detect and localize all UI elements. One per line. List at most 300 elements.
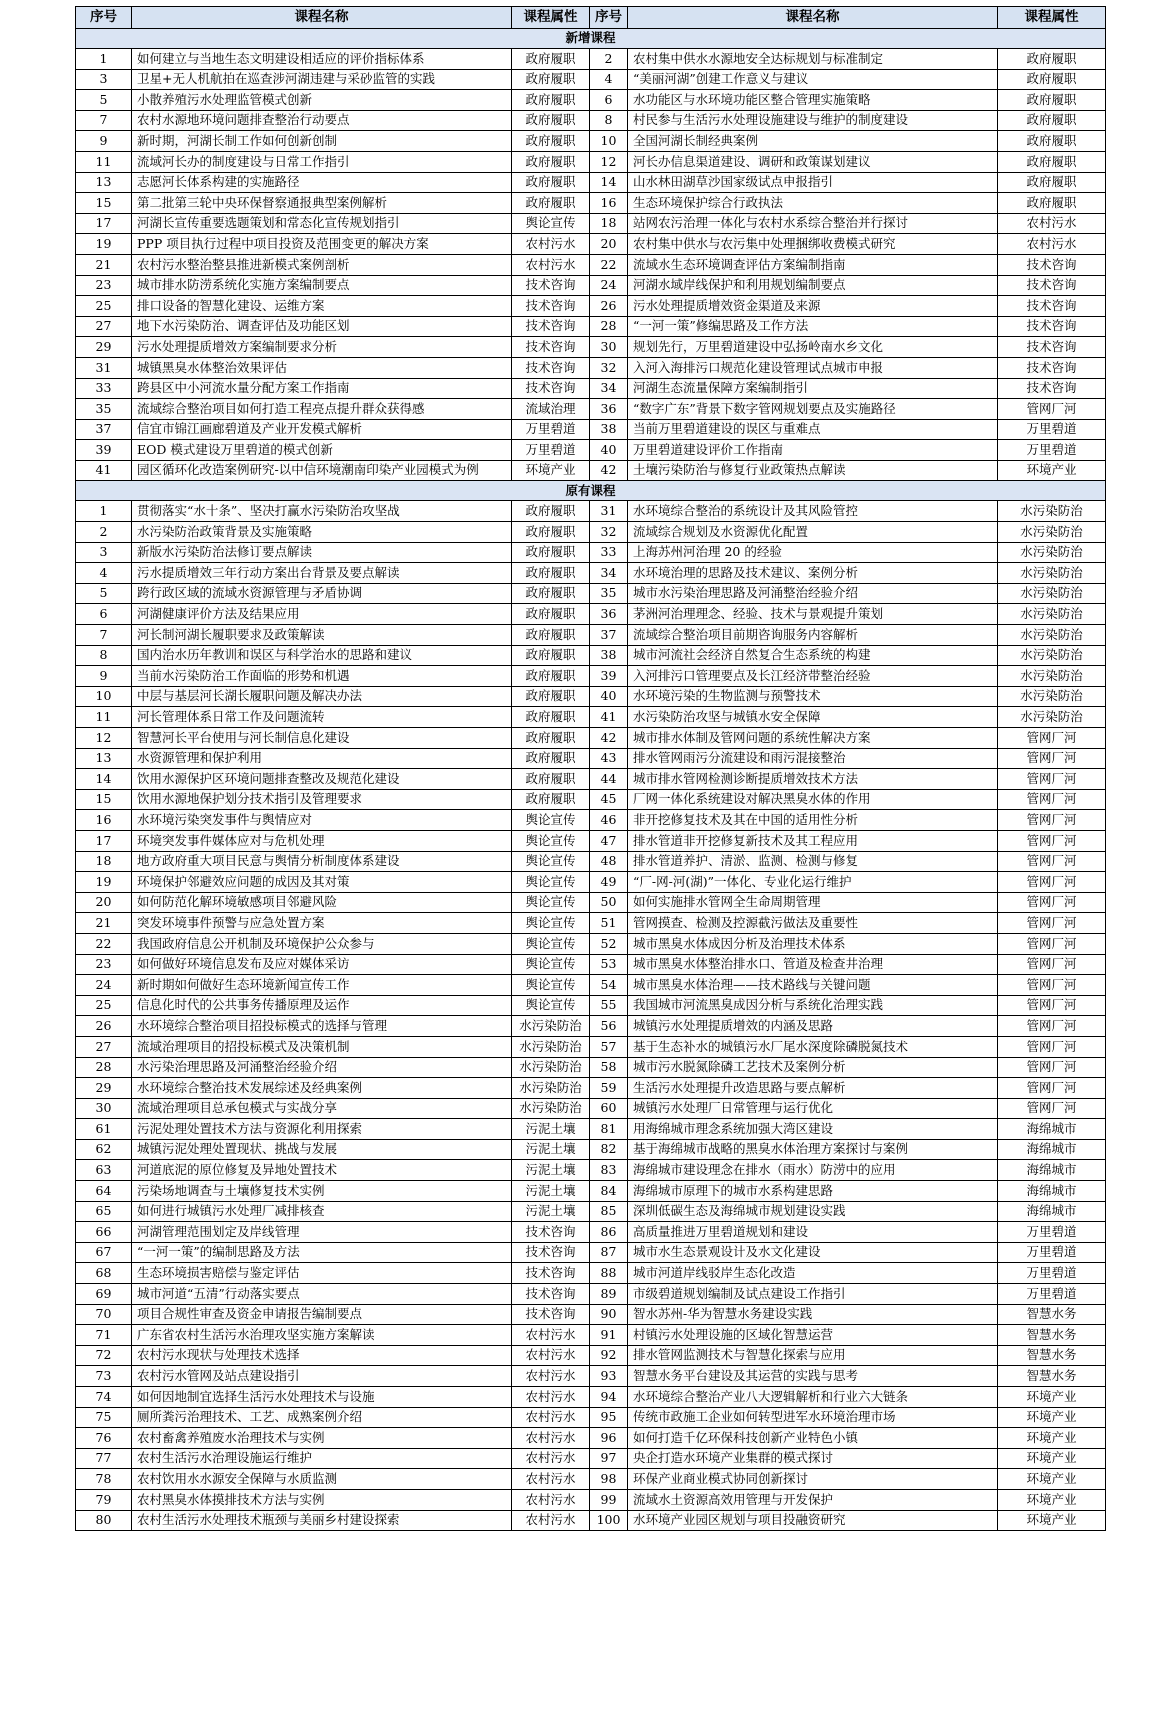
table-row xyxy=(76,1428,1106,1449)
course-type-right: 海绵城市 xyxy=(998,1160,1106,1181)
row-index-left: 13 xyxy=(76,172,132,193)
course-name-left: 跨县区中小河流水量分配方案工作指南 xyxy=(132,378,512,399)
row-index-left: 73 xyxy=(76,1366,132,1387)
course-name-right: 水环境综合整治的系统设计及其风险管控 xyxy=(628,501,998,522)
row-index-right: 96 xyxy=(590,1428,628,1449)
course-type-right: 万里碧道 xyxy=(998,440,1106,461)
row-index-left: 24 xyxy=(76,975,132,996)
course-type-left: 农村污水 xyxy=(512,1366,590,1387)
row-index-right: 99 xyxy=(590,1489,628,1510)
row-index-left: 30 xyxy=(76,1098,132,1119)
row-index-right: 84 xyxy=(590,1181,628,1202)
course-name-left: 饮用水源保护区环境问题排查整改及规范化建设 xyxy=(132,769,512,790)
table-row xyxy=(76,1366,1106,1387)
course-name-left: 水污染防治政策背景及实施策略 xyxy=(132,522,512,543)
course-name-right: 河长办信息渠道建设、调研和政策谋划建议 xyxy=(628,151,998,172)
table-row xyxy=(76,1160,1106,1181)
course-name-right: 智水苏州-华为智慧水务建设实践 xyxy=(628,1304,998,1325)
course-name-right: 入河排污口管理要点及长江经济带整治经验 xyxy=(628,666,998,687)
table-row xyxy=(76,1469,1106,1490)
course-type-right: 政府履职 xyxy=(998,131,1106,152)
course-name-right: 城市污水脱氮除磷工艺技术及案例分析 xyxy=(628,1057,998,1078)
table-row xyxy=(76,1016,1106,1037)
row-index-right: 33 xyxy=(590,542,628,563)
course-type-right: 管网厂河 xyxy=(998,1078,1106,1099)
row-index-right: 53 xyxy=(590,954,628,975)
row-index-left: 63 xyxy=(76,1160,132,1181)
course-name-right: 水功能区与水环境功能区整合管理实施策略 xyxy=(628,90,998,111)
course-type-right: 政府履职 xyxy=(998,69,1106,90)
course-type-left: 政府履职 xyxy=(512,707,590,728)
table-row xyxy=(76,1181,1106,1202)
row-index-right: 31 xyxy=(590,501,628,522)
course-name-right: 我国城市河流黑臭成因分析与系统化治理实践 xyxy=(628,995,998,1016)
course-name-right: 水环境污染的生物监测与预警技术 xyxy=(628,686,998,707)
course-type-left: 政府履职 xyxy=(512,522,590,543)
course-name-left: 污水处理提质增效方案编制要求分析 xyxy=(132,337,512,358)
table-row xyxy=(76,1098,1106,1119)
row-index-right: 89 xyxy=(590,1284,628,1305)
course-name-left: 跨行政区域的流域水资源管理与矛盾协调 xyxy=(132,583,512,604)
course-type-left: 技术咨询 xyxy=(512,1242,590,1263)
course-name-left: 污染场地调查与土壤修复技术实例 xyxy=(132,1181,512,1202)
course-name-right: 站网农污治理一体化与农村水系综合整治并行探讨 xyxy=(628,213,998,234)
course-type-right: 技术咨询 xyxy=(998,275,1106,296)
course-name-right: 用海绵城市理念系统加强大湾区建设 xyxy=(628,1119,998,1140)
course-type-left: 农村污水 xyxy=(512,1345,590,1366)
row-index-right: 32 xyxy=(590,522,628,543)
course-name-right: 污水处理提质增效资金渠道及来源 xyxy=(628,296,998,317)
table-row xyxy=(76,954,1106,975)
course-type-left: 舆论宣传 xyxy=(512,975,590,996)
course-type-left: 农村污水 xyxy=(512,1325,590,1346)
row-index-left: 8 xyxy=(76,645,132,666)
course-type-left: 政府履职 xyxy=(512,625,590,646)
course-type-right: 政府履职 xyxy=(998,193,1106,214)
row-index-right: 20 xyxy=(590,234,628,255)
course-name-left: 新时期如何做好生态环境新闻宣传工作 xyxy=(132,975,512,996)
course-name-left: 污泥处理处置技术方法与资源化利用探索 xyxy=(132,1119,512,1140)
course-name-left: 农村黑臭水体摸排技术方法与实例 xyxy=(132,1489,512,1510)
course-type-right: 水污染防治 xyxy=(998,625,1106,646)
course-type-right: 管网厂河 xyxy=(998,728,1106,749)
course-type-right: 水污染防治 xyxy=(998,645,1106,666)
header-course-type-left: 课程属性 xyxy=(512,7,590,29)
course-name-right: 央企打造水环境产业集群的模式探讨 xyxy=(628,1448,998,1469)
row-index-right: 22 xyxy=(590,254,628,275)
row-index-right: 45 xyxy=(590,789,628,810)
course-name-right: 城市排水管网检测诊断提质增效技术方法 xyxy=(628,769,998,790)
course-type-left: 农村污水 xyxy=(512,1469,590,1490)
row-index-left: 66 xyxy=(76,1222,132,1243)
row-index-left: 35 xyxy=(76,399,132,420)
course-name-left: 卫星+无人机航拍在巡查涉河湖违建与采砂监管的实践 xyxy=(132,69,512,90)
course-type-left: 农村污水 xyxy=(512,1407,590,1428)
course-name-right: 海绵城市建设理念在排水（雨水）防涝中的应用 xyxy=(628,1160,998,1181)
row-index-right: 93 xyxy=(590,1366,628,1387)
course-name-right: 水环境综合整治产业八大逻辑解析和行业六大链条 xyxy=(628,1387,998,1408)
course-type-left: 舆论宣传 xyxy=(512,954,590,975)
course-name-left: 广东省农村生活污水治理攻坚实施方案解读 xyxy=(132,1325,512,1346)
row-index-right: 57 xyxy=(590,1036,628,1057)
row-index-left: 29 xyxy=(76,337,132,358)
course-name-right: 村镇污水处理设施的区域化智慧运营 xyxy=(628,1325,998,1346)
course-name-left: 农村污水整治整县推进新模式案例剖析 xyxy=(132,254,512,275)
course-name-right: 城镇污水处理厂日常管理与运行优化 xyxy=(628,1098,998,1119)
table-row xyxy=(76,645,1106,666)
row-index-right: 40 xyxy=(590,440,628,461)
table-row xyxy=(76,707,1106,728)
course-name-left: 农村生活污水治理设施运行维护 xyxy=(132,1448,512,1469)
table-row xyxy=(76,625,1106,646)
course-type-left: 政府履职 xyxy=(512,151,590,172)
row-index-left: 6 xyxy=(76,604,132,625)
course-name-left: 信息化时代的公共事务传播原理及运作 xyxy=(132,995,512,1016)
course-name-right: 市级碧道规划编制及试点建设工作指引 xyxy=(628,1284,998,1305)
course-name-left: 我国政府信息公开机制及环境保护公众参与 xyxy=(132,933,512,954)
row-index-right: 92 xyxy=(590,1345,628,1366)
course-type-right: 海绵城市 xyxy=(998,1119,1106,1140)
course-type-right: 环境产业 xyxy=(998,1469,1106,1490)
table-row xyxy=(76,1325,1106,1346)
course-type-left: 技术咨询 xyxy=(512,316,590,337)
row-index-left: 28 xyxy=(76,1057,132,1078)
course-type-left: 舆论宣传 xyxy=(512,830,590,851)
row-index-left: 61 xyxy=(76,1119,132,1140)
course-name-right: 水环境产业园区规划与项目投融资研究 xyxy=(628,1510,998,1531)
section-title: 原有课程 xyxy=(76,481,1106,501)
table-row xyxy=(76,501,1106,522)
course-name-right: 传统市政施工企业如何转型进军水环境治理市场 xyxy=(628,1407,998,1428)
course-type-left: 政府履职 xyxy=(512,131,590,152)
row-index-left: 39 xyxy=(76,440,132,461)
table-row xyxy=(76,975,1106,996)
course-name-right: 河湖水域岸线保护和利用规划编制要点 xyxy=(628,275,998,296)
course-type-right: 环境产业 xyxy=(998,1510,1106,1531)
row-index-left: 72 xyxy=(76,1345,132,1366)
row-index-right: 34 xyxy=(590,378,628,399)
course-name-left: 农村饮用水水源安全保障与水质监测 xyxy=(132,1469,512,1490)
table-row xyxy=(76,1448,1106,1469)
table-row xyxy=(76,1222,1106,1243)
course-name-left: 园区循环化改造案例研究-以中信环境潮南印染产业园模式为例 xyxy=(132,460,512,481)
course-name-right: 村民参与生活污水处理设施建设与维护的制度建设 xyxy=(628,110,998,131)
course-type-right: 水污染防治 xyxy=(998,686,1106,707)
course-type-left: 污泥土壤 xyxy=(512,1139,590,1160)
course-name-left: 环境突发事件媒体应对与危机处理 xyxy=(132,830,512,851)
row-index-left: 11 xyxy=(76,707,132,728)
course-type-right: 管网厂河 xyxy=(998,892,1106,913)
course-type-right: 政府履职 xyxy=(998,90,1106,111)
course-name-right: 管网摸查、检测及控源截污做法及重要性 xyxy=(628,913,998,934)
course-type-right: 环境产业 xyxy=(998,1489,1106,1510)
course-name-left: 农村污水现状与处理技术选择 xyxy=(132,1345,512,1366)
course-name-left: 农村水源地环境问题排查整治行动要点 xyxy=(132,110,512,131)
course-name-right: “厂-网-河(湖)”一体化、专业化运行维护 xyxy=(628,872,998,893)
course-name-left: EOD 模式建设万里碧道的模式创新 xyxy=(132,440,512,461)
course-name-right: 水环境治理的思路及技术建议、案例分析 xyxy=(628,563,998,584)
course-type-left: 水污染防治 xyxy=(512,1016,590,1037)
row-index-left: 15 xyxy=(76,789,132,810)
course-name-left: 生态环境损害赔偿与鉴定评估 xyxy=(132,1263,512,1284)
course-name-right: 生活污水处理提升改造思路与要点解析 xyxy=(628,1078,998,1099)
course-type-left: 舆论宣传 xyxy=(512,213,590,234)
table-row xyxy=(76,1119,1106,1140)
table-row xyxy=(76,213,1106,234)
row-index-right: 46 xyxy=(590,810,628,831)
table-row xyxy=(76,316,1106,337)
course-type-right: 万里碧道 xyxy=(998,1222,1106,1243)
course-type-right: 农村污水 xyxy=(998,213,1106,234)
course-type-left: 政府履职 xyxy=(512,172,590,193)
course-name-left: 水环境综合整治项目招投标模式的选择与管理 xyxy=(132,1016,512,1037)
course-type-right: 技术咨询 xyxy=(998,316,1106,337)
course-type-left: 农村污水 xyxy=(512,1448,590,1469)
row-index-left: 13 xyxy=(76,748,132,769)
course-name-left: 饮用水源地保护划分技术指引及管理要求 xyxy=(132,789,512,810)
row-index-left: 75 xyxy=(76,1407,132,1428)
row-index-right: 28 xyxy=(590,316,628,337)
course-name-right: 城镇污水处理提质增效的内涵及思路 xyxy=(628,1016,998,1037)
course-name-left: 城市排水防涝系统化实施方案编制要点 xyxy=(132,275,512,296)
row-index-right: 40 xyxy=(590,686,628,707)
course-name-right: 万里碧道建设评价工作指南 xyxy=(628,440,998,461)
row-index-left: 70 xyxy=(76,1304,132,1325)
table-row xyxy=(76,563,1106,584)
course-type-right: 管网厂河 xyxy=(998,851,1106,872)
table-row xyxy=(76,1057,1106,1078)
course-name-right: 农村集中供水与农污集中处理捆绑收费模式研究 xyxy=(628,234,998,255)
header-course-name-left: 课程名称 xyxy=(132,7,512,29)
row-index-left: 22 xyxy=(76,933,132,954)
row-index-left: 5 xyxy=(76,583,132,604)
course-name-left: 如何进行城镇污水处理厂减排核查 xyxy=(132,1201,512,1222)
table-row xyxy=(76,399,1106,420)
row-index-right: 34 xyxy=(590,563,628,584)
course-name-left: 智慧河长平台使用与河长制信息化建设 xyxy=(132,728,512,749)
course-name-right: 城市河流社会经济自然复合生态系统的构建 xyxy=(628,645,998,666)
row-index-right: 91 xyxy=(590,1325,628,1346)
table-row xyxy=(76,666,1106,687)
course-name-left: 厕所粪污治理技术、工艺、成熟案例介绍 xyxy=(132,1407,512,1428)
course-type-left: 流域治理 xyxy=(512,399,590,420)
course-name-left: 河湖健康评价方法及结果应用 xyxy=(132,604,512,625)
course-name-right: 流域水生态环境调查评估方案编制指南 xyxy=(628,254,998,275)
course-type-left: 技术咨询 xyxy=(512,357,590,378)
course-name-left: 小散养殖污水处理监管模式创新 xyxy=(132,90,512,111)
course-name-right: 土壤污染防治与修复行业政策热点解读 xyxy=(628,460,998,481)
course-name-right: 环保产业商业模式协同创新探讨 xyxy=(628,1469,998,1490)
course-type-right: 管网厂河 xyxy=(998,933,1106,954)
course-name-left: 突发环境事件预警与应急处置方案 xyxy=(132,913,512,934)
table-row xyxy=(76,110,1106,131)
course-type-left: 政府履职 xyxy=(512,728,590,749)
row-index-left: 71 xyxy=(76,1325,132,1346)
course-type-right: 农村污水 xyxy=(998,234,1106,255)
course-type-left: 水污染防治 xyxy=(512,1036,590,1057)
course-type-right: 管网厂河 xyxy=(998,399,1106,420)
row-index-left: 37 xyxy=(76,419,132,440)
header-index-right: 序号 xyxy=(590,7,628,29)
course-name-left: 流域治理项目总承包模式与实战分享 xyxy=(132,1098,512,1119)
course-name-right: 流域综合规划及水资源优化配置 xyxy=(628,522,998,543)
course-name-right: 海绵城市原理下的城市水系构建思路 xyxy=(628,1181,998,1202)
course-name-right: 深圳低碳生态及海绵城市规划建设实践 xyxy=(628,1201,998,1222)
course-name-right: 生态环境保护综合行政执法 xyxy=(628,193,998,214)
course-type-left: 政府履职 xyxy=(512,193,590,214)
row-index-right: 50 xyxy=(590,892,628,913)
row-index-right: 32 xyxy=(590,357,628,378)
course-name-left: 河长管理体系日常工作及问题流转 xyxy=(132,707,512,728)
course-type-right: 政府履职 xyxy=(998,110,1106,131)
row-index-right: 49 xyxy=(590,872,628,893)
row-index-left: 74 xyxy=(76,1387,132,1408)
course-name-right: “美丽河湖”创建工作意义与建议 xyxy=(628,69,998,90)
row-index-left: 19 xyxy=(76,872,132,893)
course-name-left: 农村畜禽养殖废水治理技术与实例 xyxy=(132,1428,512,1449)
course-name-right: 厂网一体化系统建设对解决黑臭水体的作用 xyxy=(628,789,998,810)
course-type-right: 智慧水务 xyxy=(998,1366,1106,1387)
table-row xyxy=(76,1284,1106,1305)
course-name-left: 城镇黑臭水体整治效果评估 xyxy=(132,357,512,378)
table-row xyxy=(76,254,1106,275)
course-type-right: 水污染防治 xyxy=(998,501,1106,522)
course-type-left: 政府履职 xyxy=(512,686,590,707)
row-index-right: 10 xyxy=(590,131,628,152)
course-name-right: 如何打造千亿环保科技创新产业特色小镇 xyxy=(628,1428,998,1449)
course-name-left: 农村生活污水处理技术瓶颈与美丽乡村建设探索 xyxy=(132,1510,512,1531)
course-name-left: 河湖长宣传重要选题策划和常态化宣传规划指引 xyxy=(132,213,512,234)
course-type-left: 农村污水 xyxy=(512,234,590,255)
course-type-left: 技术咨询 xyxy=(512,1263,590,1284)
row-index-right: 42 xyxy=(590,460,628,481)
course-type-left: 政府履职 xyxy=(512,769,590,790)
course-type-right: 管网厂河 xyxy=(998,789,1106,810)
course-type-right: 水污染防治 xyxy=(998,666,1106,687)
row-index-right: 82 xyxy=(590,1139,628,1160)
course-name-left: 如何做好环境信息发布及应对媒体采访 xyxy=(132,954,512,975)
course-type-left: 技术咨询 xyxy=(512,275,590,296)
course-type-left: 农村污水 xyxy=(512,1428,590,1449)
row-index-left: 4 xyxy=(76,563,132,584)
course-name-left: 排口设备的智慧化建设、运维方案 xyxy=(132,296,512,317)
table-row xyxy=(76,378,1106,399)
course-name-right: “数字广东”背景下数字管网规划要点及实施路径 xyxy=(628,399,998,420)
course-name-right: 当前万里碧道建设的误区与重难点 xyxy=(628,419,998,440)
table-row xyxy=(76,1263,1106,1284)
row-index-right: 54 xyxy=(590,975,628,996)
course-name-right: 城市黑臭水体整治排水口、管道及检查井治理 xyxy=(628,954,998,975)
table-body xyxy=(76,29,1106,1531)
table-row xyxy=(76,604,1106,625)
row-index-right: 6 xyxy=(590,90,628,111)
table-row xyxy=(76,892,1106,913)
course-type-right: 智慧水务 xyxy=(998,1345,1106,1366)
table-row xyxy=(76,810,1106,831)
course-type-left: 技术咨询 xyxy=(512,378,590,399)
row-index-left: 67 xyxy=(76,1242,132,1263)
course-type-right: 水污染防治 xyxy=(998,522,1106,543)
row-index-right: 36 xyxy=(590,399,628,420)
course-name-left: 河湖管理范围划定及岸线管理 xyxy=(132,1222,512,1243)
table-row xyxy=(76,1345,1106,1366)
course-name-left: 流域河长办的制度建设与日常工作指引 xyxy=(132,151,512,172)
course-name-left: 水环境污染突发事件与舆情应对 xyxy=(132,810,512,831)
row-index-right: 18 xyxy=(590,213,628,234)
table-header xyxy=(76,7,1106,29)
course-type-left: 农村污水 xyxy=(512,1510,590,1531)
row-index-right: 26 xyxy=(590,296,628,317)
course-type-right: 水污染防治 xyxy=(998,563,1106,584)
table-row xyxy=(76,1304,1106,1325)
course-type-left: 政府履职 xyxy=(512,666,590,687)
row-index-left: 65 xyxy=(76,1201,132,1222)
table-row xyxy=(76,460,1106,481)
row-index-left: 79 xyxy=(76,1489,132,1510)
table-row xyxy=(76,728,1106,749)
table-row xyxy=(76,542,1106,563)
course-type-right: 海绵城市 xyxy=(998,1181,1106,1202)
row-index-right: 87 xyxy=(590,1242,628,1263)
course-type-left: 技术咨询 xyxy=(512,337,590,358)
row-index-left: 20 xyxy=(76,892,132,913)
course-name-left: 水污染治理思路及河涌整治经验介绍 xyxy=(132,1057,512,1078)
course-type-right: 环境产业 xyxy=(998,1387,1106,1408)
course-name-right: 非开挖修复技术及其在中国的适用性分析 xyxy=(628,810,998,831)
course-type-right: 万里碧道 xyxy=(998,419,1106,440)
row-index-left: 15 xyxy=(76,193,132,214)
course-name-right: 排水管道养护、清淤、监测、检测与修复 xyxy=(628,851,998,872)
row-index-right: 95 xyxy=(590,1407,628,1428)
row-index-left: 18 xyxy=(76,851,132,872)
course-type-right: 管网厂河 xyxy=(998,1057,1106,1078)
row-index-left: 19 xyxy=(76,234,132,255)
table-row xyxy=(76,69,1106,90)
course-type-left: 水污染防治 xyxy=(512,1098,590,1119)
row-index-right: 16 xyxy=(590,193,628,214)
course-type-right: 环境产业 xyxy=(998,1428,1106,1449)
row-index-right: 55 xyxy=(590,995,628,1016)
course-type-left: 技术咨询 xyxy=(512,1304,590,1325)
course-type-left: 政府履职 xyxy=(512,748,590,769)
row-index-left: 25 xyxy=(76,995,132,1016)
course-type-left: 舆论宣传 xyxy=(512,913,590,934)
table-row xyxy=(76,440,1106,461)
table-row xyxy=(76,234,1106,255)
course-type-left: 万里碧道 xyxy=(512,419,590,440)
table-row xyxy=(76,1489,1106,1510)
course-name-right: 城市水污染治理思路及河涌整治经验介绍 xyxy=(628,583,998,604)
row-index-left: 16 xyxy=(76,810,132,831)
course-type-left: 政府履职 xyxy=(512,563,590,584)
row-index-left: 7 xyxy=(76,625,132,646)
row-index-right: 2 xyxy=(590,49,628,70)
row-index-left: 23 xyxy=(76,954,132,975)
course-name-left: 河道底泥的原位修复及异地处置技术 xyxy=(132,1160,512,1181)
table-row xyxy=(76,1139,1106,1160)
row-index-right: 52 xyxy=(590,933,628,954)
course-type-left: 污泥土壤 xyxy=(512,1119,590,1140)
row-index-right: 81 xyxy=(590,1119,628,1140)
table-row xyxy=(76,933,1106,954)
section-title: 新增课程 xyxy=(76,29,1106,49)
table-row xyxy=(76,131,1106,152)
course-name-left: “一河一策”的编制思路及方法 xyxy=(132,1242,512,1263)
course-type-right: 水污染防治 xyxy=(998,707,1106,728)
course-type-left: 政府履职 xyxy=(512,501,590,522)
row-index-left: 29 xyxy=(76,1078,132,1099)
course-type-right: 管网厂河 xyxy=(998,975,1106,996)
